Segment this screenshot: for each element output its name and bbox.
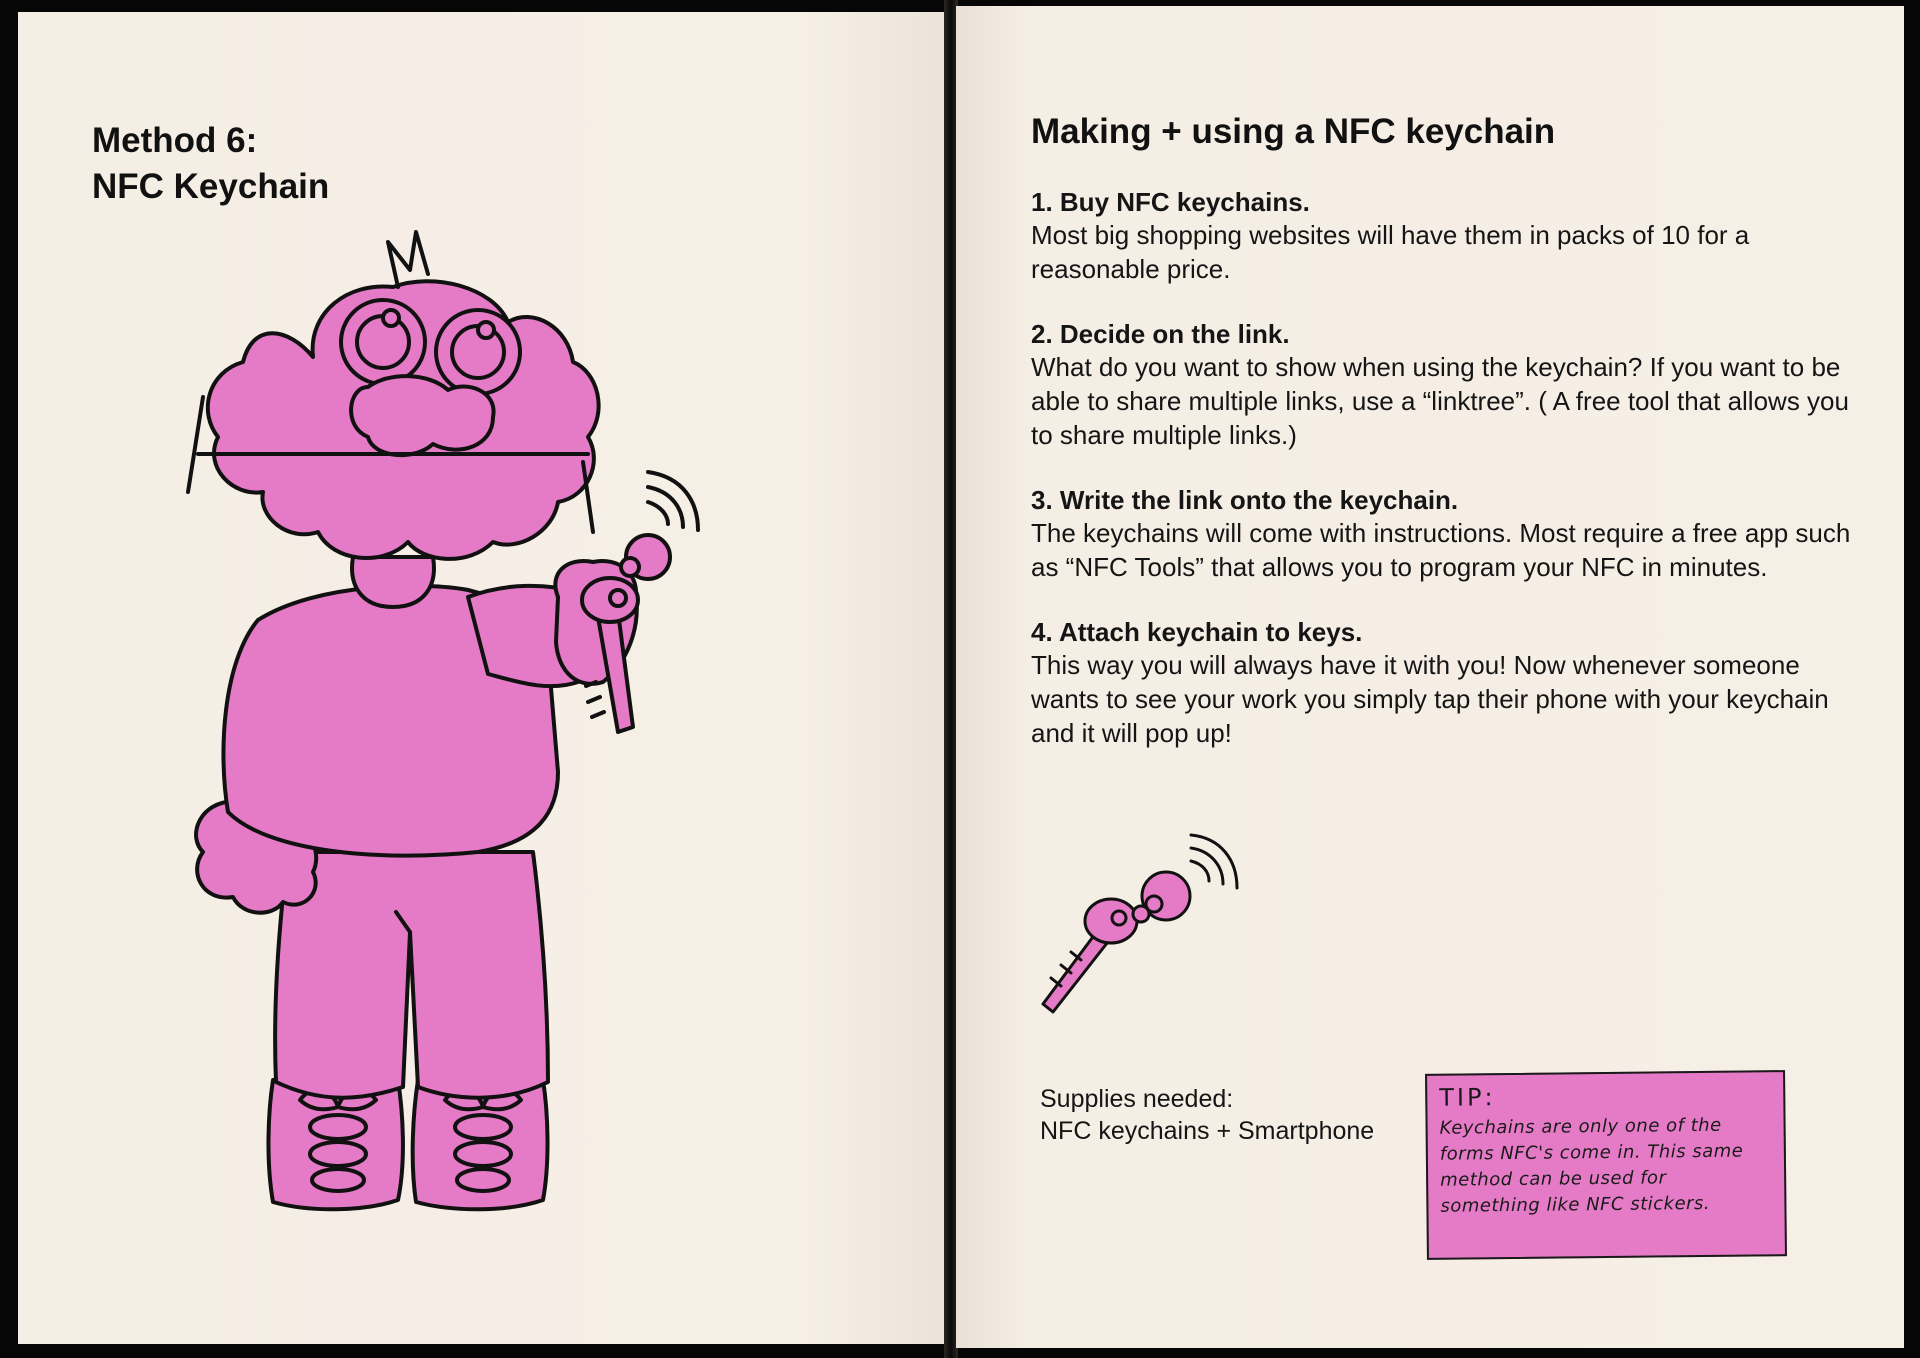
- tip-heading: TIP:: [1439, 1083, 1496, 1112]
- method-heading-line2: NFC Keychain: [92, 167, 330, 206]
- step-body: This way you will always have it with you! Now whenever someone wants to see your work you simply tap their phone with your keychain and it will pop up!: [1031, 650, 1829, 748]
- instructions-heading: Making + using a NFC keychain: [1031, 112, 1556, 151]
- step-body: What do you want to show when using the keychain? If you want to be able to share multiple links, use a “linktree”. ( A free tool that allows you to share multiple links.): [1031, 352, 1849, 450]
- pink-character-illustration: [148, 212, 828, 1252]
- method-heading: [92, 118, 329, 210]
- step-1: [1031, 186, 1851, 286]
- supplies-block: [1040, 1083, 1374, 1147]
- step-title: 2. Decide on the link.: [1031, 319, 1290, 349]
- method-heading-line1: Method 6:: [92, 121, 258, 160]
- step-body: The keychains will come with instructions. Most require a free app such as “NFC Tools” that allows you to program your NFC in minutes.: [1031, 518, 1851, 582]
- steps-list: [1031, 186, 1851, 782]
- right-page: [956, 6, 1904, 1348]
- key-nfc-icon: [1031, 826, 1271, 1026]
- supplies-items: NFC keychains + Smartphone: [1040, 1117, 1375, 1145]
- step-4: [1031, 616, 1851, 750]
- step-3: [1031, 484, 1851, 584]
- step-body: Most big shopping websites will have them in packs of 10 for a reasonable price.: [1031, 220, 1750, 284]
- tip-box: [1425, 1070, 1787, 1260]
- step-title: 1. Buy NFC keychains.: [1031, 187, 1310, 217]
- step-2: [1031, 318, 1851, 452]
- step-title: 4. Attach keychain to keys.: [1031, 617, 1363, 647]
- supplies-label: Supplies needed:: [1040, 1085, 1234, 1113]
- step-title: 3. Write the link onto the keychain.: [1031, 485, 1459, 515]
- left-page: [18, 12, 946, 1344]
- tip-body: Keychains are only one of the forms NFC's come in. This same method can be used for something like NFC stickers.: [1439, 1114, 1744, 1217]
